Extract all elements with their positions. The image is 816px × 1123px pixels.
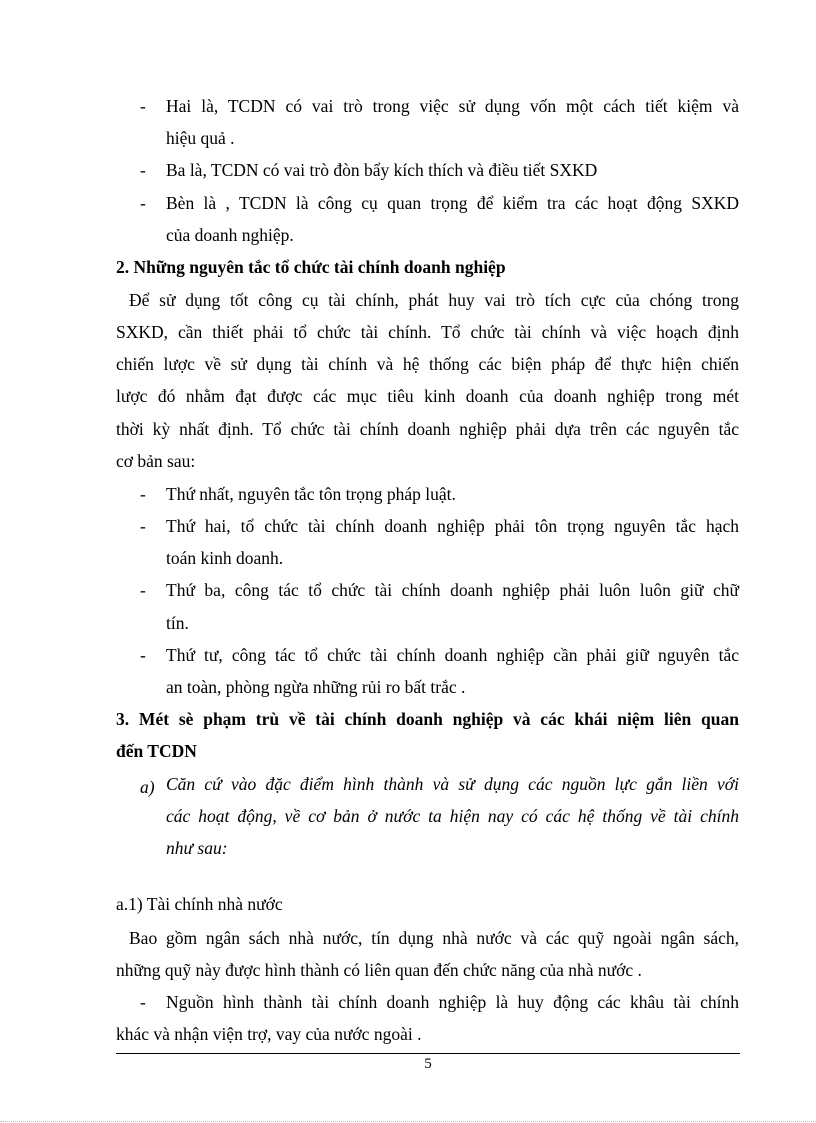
list1-line-4: Bèn là , TCDN là công cụ quan trọng để kiểm tra các hoạt động SXKD [166, 193, 739, 213]
principle-line: toán kinh doanh. [166, 548, 284, 568]
sub-a1-bullet-line: khác và nhận viện trợ, vay của nước ngoài . [116, 1024, 422, 1044]
bullet-dash: - [140, 992, 146, 1012]
principle-line: Thứ tư, công tác tổ chức tài chính doanh nghiệp cần phải giữ nguyên tắc [166, 645, 739, 665]
list1-line-2: hiệu quả . [166, 128, 235, 148]
bullet-dash: - [140, 160, 146, 180]
page-bottom-border [0, 1121, 816, 1122]
section-2-paragraph-line: SXKD, cần thiết phải tổ chức tài chính. Tổ chức tài chính và việc hoạch định [116, 322, 739, 342]
section-3-heading: 3. Mét sè phạm trù về tài chính doanh nghiệp và các khái niệm liên quan [116, 709, 739, 729]
bullet-dash: - [140, 193, 146, 213]
page-number: 5 [424, 1056, 432, 1072]
item-a-line: Căn cứ vào đặc điểm hình thành và sử dụng các nguồn lực gắn liền với [166, 774, 739, 794]
section-2-paragraph-line: Để sử dụng tốt công cụ tài chính, phát huy vai trò tích cực của chóng trong [129, 290, 739, 310]
section-2-heading: 2. Những nguyên tắc tổ chức tài chính doanh nghiệp [116, 257, 506, 277]
section-3-heading-cont: đến TCDN [116, 741, 197, 761]
section-2-paragraph-line: chiến lược về sử dụng tài chính và hệ thống các biện pháp để thực hiện chiến [116, 354, 739, 374]
bullet-dash: - [140, 516, 146, 536]
sub-a1-heading: a.1) Tài chính nhà nước [116, 894, 283, 914]
sub-a1-paragraph-line: những quỹ này được hình thành có liên quan đến chức năng của nhà nước . [116, 960, 642, 980]
principle-line: Thứ nhất, nguyên tắc tôn trọng pháp luật. [166, 484, 456, 504]
list1-line-1: Hai là, TCDN có vai trò trong việc sử dụng vốn một cách tiết kiệm và [166, 96, 739, 116]
principle-line: Thứ ba, công tác tổ chức tài chính doanh nghiệp phải luôn luôn giữ chữ [166, 580, 739, 600]
principle-line: tín. [166, 613, 189, 633]
section-2-paragraph-line: thời kỳ nhất định. Tổ chức tài chính doanh nghiệp phải dựa trên các nguyên tắc [116, 419, 739, 439]
bullet-dash: - [140, 96, 146, 116]
bullet-dash: - [140, 484, 146, 504]
item-a-line: như sau: [166, 838, 228, 858]
list1-line-5: của doanh nghiệp. [166, 225, 294, 245]
item-a-label: a) [140, 777, 155, 797]
bullet-dash: - [140, 580, 146, 600]
principle-line: Thứ hai, tổ chức tài chính doanh nghiệp phải tôn trọng nguyên tắc hạch [166, 516, 739, 536]
principle-line: an toàn, phòng ngừa những rủi ro bất trắc . [166, 677, 466, 697]
sub-a1-bullet-line: Nguồn hình thành tài chính doanh nghiệp là huy động các khâu tài chính [166, 992, 739, 1012]
sub-a1-paragraph-line: Bao gồm ngân sách nhà nước, tín dụng nhà nước và các quỹ ngoài ngân sách, [129, 928, 739, 948]
section-2-paragraph-line: lược đó nhằm đạt được các mục tiêu kinh doanh của doanh nghiệp trong mét [116, 386, 739, 406]
footer-rule [116, 1053, 740, 1054]
list1-line-3: Ba là, TCDN có vai trò đòn bẩy kích thích và điều tiết SXKD [166, 160, 598, 180]
bullet-dash: - [140, 645, 146, 665]
item-a-line: các hoạt động, về cơ bản ở nước ta hiện nay có các hệ thống về tài chính [166, 806, 739, 826]
section-2-paragraph-line: cơ bản sau: [116, 451, 196, 471]
